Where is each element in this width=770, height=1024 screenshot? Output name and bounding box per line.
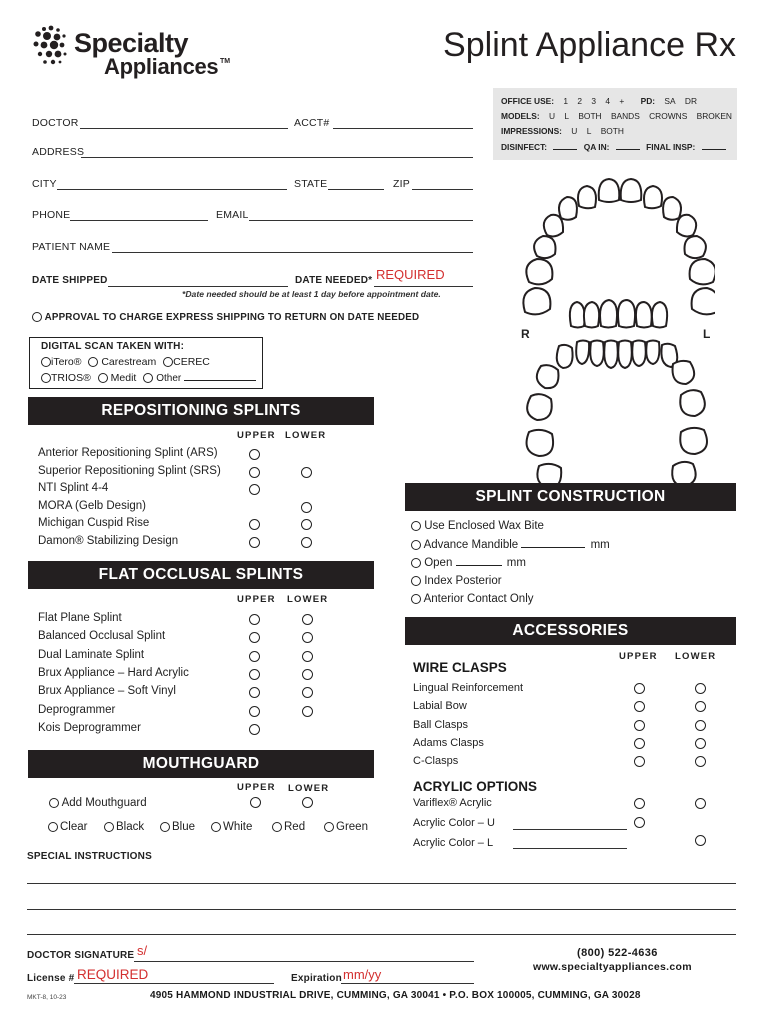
repositioning-lower-col: LOWER [285, 430, 327, 441]
flat-header: FLAT OCCLUSAL SPLINTS [28, 561, 374, 589]
mouthguard-color-radio[interactable] [324, 822, 334, 832]
impressions-label: IMPRESSIONS: [501, 126, 562, 136]
tooth-icon [557, 345, 573, 368]
pd-label: PD: [640, 96, 656, 106]
footer-address: 4905 HAMMOND INDUSTRIAL DRIVE, CUMMING, GA 30041 • P.O. BOX 100005, CUMMING, GA 30028 [150, 990, 641, 1001]
models-opt[interactable]: BOTH [578, 111, 602, 121]
license-label: License # [27, 973, 75, 984]
flat-item-label: Flat Plane Splint [38, 612, 122, 624]
flat-item-label: Brux Appliance – Hard Acrylic [38, 666, 189, 679]
splint-upper-radio[interactable] [249, 519, 260, 530]
accessories-lower-col: LOWER [675, 651, 717, 662]
mouthguard-color-option[interactable] [104, 821, 144, 833]
tooth-icon [677, 215, 696, 237]
wire-clasp-lower-radio[interactable] [695, 683, 706, 694]
signature-value[interactable]: s/ [137, 943, 148, 958]
flat-upper-radio[interactable] [249, 614, 260, 625]
wire-clasp-lower-radio[interactable] [695, 701, 706, 712]
left-label: L [703, 327, 711, 341]
license-value[interactable]: REQUIRED [77, 967, 149, 982]
expiration-field[interactable] [341, 983, 474, 984]
mouthguard-color-label: Green [336, 821, 368, 833]
patient-label: PATIENT NAME [32, 241, 111, 253]
models-opt[interactable]: L [564, 111, 570, 121]
tooth-icon [663, 197, 681, 220]
wire-clasps-title: WIRE CLASPS [413, 660, 507, 675]
date-needed-field[interactable] [374, 286, 473, 287]
tooth-icon [644, 186, 662, 208]
itero-radio[interactable] [41, 357, 51, 367]
medit-label: Medit [110, 372, 137, 384]
wire-clasp-upper-radio[interactable] [634, 701, 645, 712]
qa-field[interactable] [616, 149, 640, 150]
splint-upper-radio[interactable] [249, 537, 260, 548]
tooth-icon [692, 288, 715, 314]
mouthguard-color-label: White [223, 821, 253, 833]
open-mm-field[interactable] [456, 565, 502, 566]
flat-lower-radio[interactable] [302, 706, 313, 717]
impressions-opt[interactable]: BOTH [600, 126, 624, 136]
tooth-icon [690, 259, 715, 284]
flat-lower-radio[interactable] [302, 687, 313, 698]
office-opt[interactable]: + [619, 96, 625, 106]
flat-upper-radio[interactable] [249, 669, 260, 680]
approval-option[interactable] [32, 312, 419, 323]
splint-upper-radio[interactable] [249, 467, 260, 478]
wire-clasp-label: C-Clasps [413, 755, 459, 768]
tooth-icon [559, 197, 577, 220]
expiration-value[interactable]: mm/yy [343, 967, 382, 982]
splint-item-label: Superior Repositioning Splint (SRS) [38, 464, 221, 477]
acct-label: ACCT# [294, 117, 330, 129]
logo-line1: Specialty [74, 28, 189, 58]
other-field[interactable] [184, 380, 256, 381]
license-field[interactable] [74, 983, 274, 984]
tooth-icon [636, 302, 652, 328]
tooth-icon [599, 179, 620, 202]
open-option[interactable] [411, 557, 526, 569]
tooth-icon [618, 341, 632, 369]
disinfect-label: DISINFECT: [501, 142, 548, 152]
mouthguard-upper-col: UPPER [237, 782, 276, 793]
approval-label: APPROVAL TO CHARGE EXPRESS SHIPPING TO RETURN ON DATE NEEDED [44, 312, 420, 323]
construction-header: SPLINT CONSTRUCTION [405, 483, 736, 511]
add-mouthguard-option[interactable] [49, 797, 147, 809]
wire-clasp-label: Lingual Reinforcement [413, 682, 524, 694]
acrylic-color-l-radio[interactable] [695, 835, 706, 846]
city-label: CITY [32, 178, 57, 190]
doctor-label: DOCTOR [32, 117, 79, 129]
tooth-icon [621, 179, 642, 202]
address-label: ADDRESS [32, 146, 85, 158]
lower-arch [527, 341, 707, 505]
trios-radio[interactable] [41, 373, 51, 383]
medit-radio[interactable] [98, 373, 108, 383]
splint-upper-radio[interactable] [249, 449, 260, 460]
email-field[interactable] [249, 220, 473, 221]
splint-upper-radio[interactable] [249, 484, 260, 495]
signature-field[interactable] [134, 961, 474, 962]
date-needed-label: DATE NEEDED* [295, 275, 373, 286]
other-label: Other [156, 373, 182, 384]
date-note: *Date needed should be at least 1 day before appointment date. [182, 289, 441, 299]
signature-label: DOCTOR SIGNATURE [27, 950, 135, 961]
flat-lower-radio[interactable] [302, 632, 313, 643]
tooth-icon [680, 428, 707, 454]
tooth-icon [680, 390, 705, 416]
add-mouthguard-label: Add Mouthguard [61, 797, 147, 809]
acrylic-color-u-label: Acrylic Color – U [413, 817, 495, 829]
splint-item-label: NTI Splint 4-4 [38, 482, 109, 495]
zip-label: ZIP [393, 178, 410, 190]
tooth-icon [685, 236, 706, 258]
disinfect-field[interactable] [553, 149, 577, 150]
acct-field[interactable] [333, 128, 473, 129]
special-line-2[interactable] [27, 909, 736, 910]
mouthguard-color-radio[interactable] [48, 822, 58, 832]
flat-upper-radio[interactable] [249, 687, 260, 698]
acrylic-color-u-field[interactable] [513, 829, 627, 830]
state-field[interactable] [328, 189, 384, 190]
wax-bite-option[interactable] [411, 520, 544, 532]
accessories-upper-col: UPPER [619, 651, 658, 662]
tooth-icon [618, 300, 635, 328]
tooth-icon [578, 186, 596, 208]
acrylic-color-l-field[interactable] [513, 848, 627, 849]
phone-label: PHONE [32, 209, 71, 221]
tooth-icon [576, 341, 589, 365]
open-radio[interactable] [411, 558, 421, 568]
mouthguard-lower-col: LOWER [288, 783, 330, 794]
tooth-icon [646, 341, 659, 365]
flat-upper-radio[interactable] [249, 706, 260, 717]
flat-item-label: Dual Laminate Splint [38, 648, 145, 661]
date-needed-value[interactable]: REQUIRED [376, 267, 445, 282]
tooth-icon [632, 341, 646, 367]
anterior-contact-option[interactable] [411, 593, 534, 605]
tooth-icon [534, 236, 555, 258]
tooth-icon [600, 300, 617, 328]
mouthguard-color-radio[interactable] [104, 822, 114, 832]
wire-clasp-lower-radio[interactable] [695, 720, 706, 731]
tooth-icon [527, 394, 552, 420]
tooth-icon [584, 302, 599, 328]
wax-bite-label: Use Enclosed Wax Bite [424, 520, 544, 532]
office-use-box [493, 88, 737, 160]
logo-dots-icon [30, 24, 70, 76]
patient-field[interactable] [112, 252, 473, 253]
index-posterior-radio[interactable] [411, 576, 421, 586]
teeth-chart[interactable] [515, 170, 715, 506]
mouthguard-upper-radio[interactable] [250, 797, 261, 808]
cerec-label: CEREC [173, 356, 210, 368]
mouthguard-color-option[interactable] [48, 821, 87, 833]
splint-item-label: MORA (Gelb Design) [38, 499, 147, 512]
form-code: MKT-8, 10-23 [27, 994, 67, 1001]
variflex-upper-radio[interactable] [634, 798, 645, 809]
tooth-icon [652, 302, 667, 328]
mouthguard-color-radio[interactable] [272, 822, 282, 832]
anterior-contact-radio[interactable] [411, 594, 421, 604]
models-opt[interactable]: CROWNS [649, 111, 688, 121]
date-shipped-label: DATE SHIPPED [32, 275, 108, 286]
phone-field[interactable] [70, 220, 208, 221]
flat-item-label: Kois Deprogrammer [38, 721, 141, 734]
tooth-icon [590, 341, 604, 367]
wire-clasp-upper-radio[interactable] [634, 683, 645, 694]
upper-arch [523, 179, 715, 328]
flat-lower-radio[interactable] [302, 669, 313, 680]
zip-field[interactable] [412, 189, 473, 190]
flat-upper-radio[interactable] [249, 632, 260, 643]
office-opt[interactable]: 3 [591, 96, 597, 106]
mouthguard-color-option[interactable] [211, 821, 252, 833]
advance-mandible-radio[interactable] [411, 540, 421, 550]
trios-label: TRIOS® [51, 372, 91, 384]
special-line-1[interactable] [27, 883, 736, 884]
mouthguard-color-label: Blue [172, 821, 196, 833]
flat-item-label: Balanced Occlusal Splint [38, 630, 166, 643]
logo-tm: TM [220, 58, 231, 65]
splint-item-label: Damon® Stabilizing Design [38, 535, 179, 547]
mouthguard-color-option[interactable] [324, 821, 368, 833]
right-label: R [521, 327, 530, 341]
wire-clasp-label: Labial Bow [413, 700, 467, 713]
mouthguard-color-radio[interactable] [211, 822, 221, 832]
logo-line2: Appliances [104, 54, 219, 79]
flat-upper-col: UPPER [237, 594, 276, 605]
variflex-label: Variflex® Acrylic [413, 797, 492, 809]
wire-clasp-upper-radio[interactable] [634, 756, 645, 767]
wax-bite-radio[interactable] [411, 521, 421, 531]
mouthguard-color-label: Clear [60, 821, 88, 833]
digital-scan-box [29, 337, 263, 389]
open-mm-unit: mm [506, 557, 526, 569]
mouthguard-color-label: Red [284, 821, 306, 833]
carestream-radio[interactable] [88, 357, 98, 367]
mouthguard-lower-radio[interactable] [302, 797, 313, 808]
logo [30, 24, 240, 86]
office-use-label: OFFICE USE: [501, 96, 555, 106]
pd-opt[interactable]: DR [684, 96, 697, 106]
contact-website[interactable]: www.specialtyappliances.com [533, 961, 692, 973]
tooth-icon [604, 341, 618, 369]
flat-lower-radio[interactable] [302, 651, 313, 662]
contact-phone[interactable]: (800) 522-4636 [577, 947, 658, 959]
mouthguard-color-label: Black [116, 821, 145, 833]
anterior-contact-label: Anterior Contact Only [423, 593, 534, 605]
flat-lower-radio[interactable] [302, 614, 313, 625]
wire-clasp-lower-radio[interactable] [695, 738, 706, 749]
mouthguard-color-radio[interactable] [160, 822, 170, 832]
acrylic-color-u-radio[interactable] [634, 817, 645, 828]
mouthguard-header: MOUTHGUARD [28, 750, 374, 778]
scan-title: DIGITAL SCAN TAKEN WITH: [41, 341, 185, 352]
final-field[interactable] [702, 149, 726, 150]
splint-lower-radio[interactable] [301, 519, 312, 530]
wire-clasp-label: Adams Clasps [413, 736, 484, 749]
flat-item-label: Deprogrammer [38, 703, 116, 716]
models-opt[interactable]: U [548, 111, 556, 121]
wire-clasp-upper-radio[interactable] [634, 720, 645, 731]
tooth-icon [527, 430, 554, 456]
special-line-3[interactable] [27, 934, 736, 935]
splint-item-label: Michigan Cuspid Rise [38, 517, 150, 530]
splint-lower-radio[interactable] [301, 467, 312, 478]
repositioning-upper-col: UPPER [237, 430, 276, 441]
mouthguard-color-option[interactable] [272, 821, 305, 833]
splint-lower-radio[interactable] [301, 502, 312, 513]
acrylic-color-l-label: Acrylic Color – L [413, 837, 494, 849]
itero-label: iTero® [51, 356, 82, 368]
carestream-label: Carestream [101, 356, 157, 368]
pd-opt[interactable]: SA [664, 96, 676, 106]
form-title: Splint Appliance Rx [443, 26, 736, 64]
wire-clasp-lower-radio[interactable] [695, 756, 706, 767]
flat-upper-radio[interactable] [249, 724, 260, 735]
flat-upper-radio[interactable] [249, 651, 260, 662]
accessories-header: ACCESSORIES [405, 617, 736, 645]
variflex-lower-radio[interactable] [695, 798, 706, 809]
impressions-opt[interactable]: U [571, 126, 578, 136]
advance-mm-unit: mm [590, 539, 610, 551]
other-radio[interactable] [143, 373, 153, 383]
models-opt[interactable]: BROKEN [696, 111, 732, 121]
expiration-label: Expiration [291, 973, 342, 984]
qa-label: QA IN: [583, 142, 610, 152]
address-field[interactable] [81, 157, 473, 158]
cerec-radio[interactable] [163, 357, 173, 367]
state-label: STATE [294, 178, 328, 190]
wire-clasp-upper-radio[interactable] [634, 738, 645, 749]
special-instructions-label: SPECIAL INSTRUCTIONS [27, 851, 152, 862]
index-posterior-option[interactable] [411, 575, 502, 587]
impressions-opt[interactable]: L [586, 126, 592, 136]
approval-radio[interactable] [32, 312, 42, 322]
splint-lower-radio[interactable] [301, 537, 312, 548]
tooth-icon [526, 259, 552, 284]
doctor-field[interactable] [80, 128, 288, 129]
email-label: EMAIL [216, 209, 249, 221]
tooth-icon [570, 302, 585, 328]
office-opt[interactable]: 4 [605, 96, 611, 106]
add-mouthguard-radio[interactable] [49, 798, 59, 808]
tooth-icon [523, 288, 550, 314]
flat-lower-col: LOWER [287, 594, 329, 605]
models-label: MODELS: [501, 111, 540, 121]
mouthguard-color-option[interactable] [160, 821, 195, 833]
advance-mandible-label: Advance Mandible [423, 539, 519, 551]
tooth-icon [544, 215, 563, 237]
advance-mandible-option[interactable] [411, 539, 610, 551]
advance-mm-field[interactable] [521, 547, 585, 548]
city-field[interactable] [57, 189, 287, 190]
office-opt[interactable]: 1 [563, 96, 569, 106]
splint-item-label: Anterior Repositioning Splint (ARS) [38, 447, 218, 459]
date-shipped-field[interactable] [108, 286, 288, 287]
office-opt[interactable]: 2 [577, 96, 583, 106]
wire-clasp-label: Ball Clasps [413, 718, 469, 731]
repositioning-header: REPOSITIONING SPLINTS [28, 397, 374, 425]
flat-item-label: Brux Appliance – Soft Vinyl [38, 685, 176, 698]
models-opt[interactable]: BANDS [610, 111, 640, 121]
acrylic-options-title: ACRYLIC OPTIONS [413, 779, 538, 794]
index-posterior-label: Index Posterior [424, 575, 502, 587]
final-label: FINAL INSP: [646, 142, 696, 152]
open-label: Open [424, 557, 453, 569]
tooth-icon [537, 365, 559, 388]
tooth-icon [673, 361, 695, 384]
